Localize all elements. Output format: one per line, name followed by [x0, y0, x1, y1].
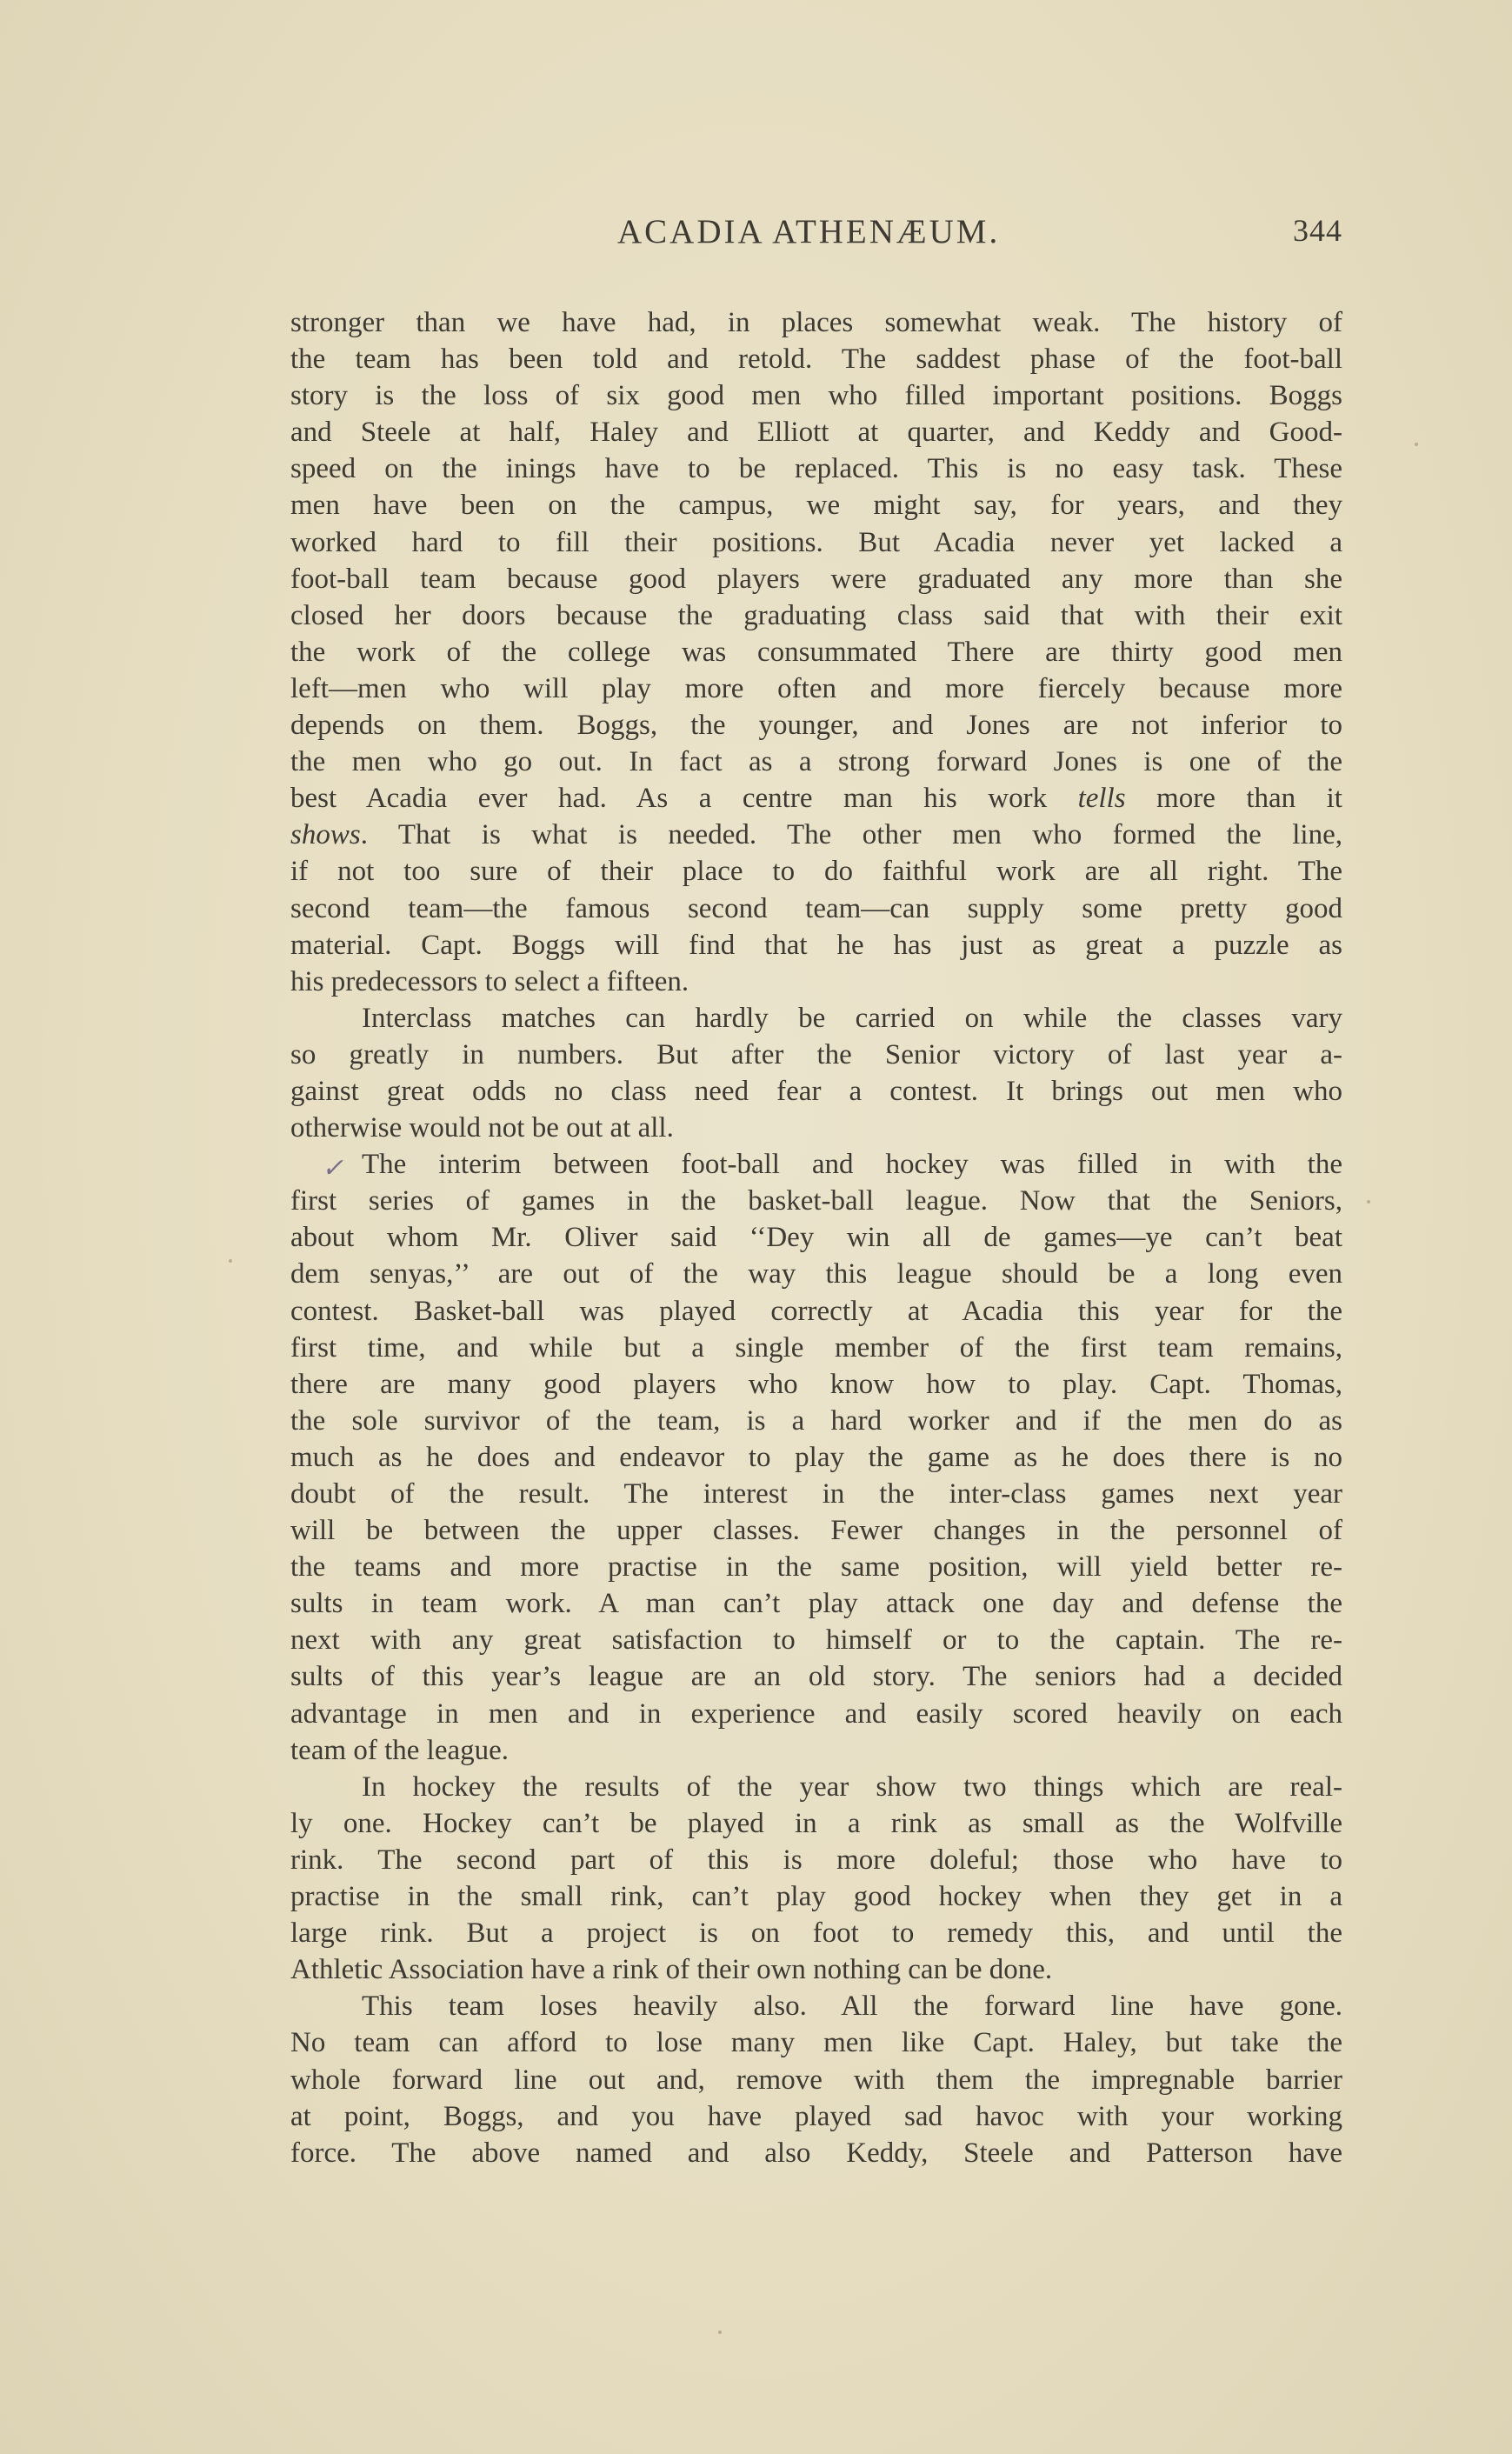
text-line: best Acadia ever had. As a centre man his work tells more than it [290, 783, 1342, 815]
text-line: practise in the small rink, can’t play good hockey when they get in a [290, 1881, 1342, 1913]
text-line: closed her doors because the graduating class said that with their exit [290, 599, 1342, 631]
text-line: gainst great odds no class need fear a contest. It brings out men who [290, 1075, 1342, 1107]
text-line: otherwise would not be out at all. [290, 1112, 674, 1144]
text-line: foot-ball team because good players were graduated any more than she [290, 563, 1342, 595]
text-line: speed on the inings have to be replaced. This is no easy task. These [290, 453, 1342, 485]
text-line: In hockey the results of the year show two things which are real- [362, 1770, 1342, 1803]
text-line: Interclass matches can hardly be carried on while the classes vary [362, 1002, 1342, 1034]
text-line: sults in team work. A man can’t play attack one day and defense the [290, 1588, 1342, 1620]
text-line: force. The above named and also Keddy, Steele and Patterson have [290, 2137, 1342, 2169]
text-line: worked hard to fill their positions. But Acadia never yet lacked a [290, 526, 1342, 558]
text-line: at point, Boggs, and you have played sad havoc with your working [290, 2100, 1342, 2132]
text-line: much as he does and endeavor to play the game as he does there is no [290, 1441, 1342, 1473]
text-line: and Steele at half, Haley and Elliott at quarter, and Keddy and Good- [290, 417, 1342, 449]
text-line: men have been on the campus, we might say, for years, and they [290, 490, 1342, 522]
text-line: his predecessors to select a fifteen. [290, 965, 689, 997]
text-line: material. Capt. Boggs will find that he has just as great a puzzle as [290, 929, 1342, 961]
text-line: second team—the famous second team—can supply some pretty good [290, 892, 1342, 924]
text-line: story is the loss of six good men who filled important positions. Boggs [290, 380, 1342, 412]
text-line: first series of games in the basket-ball league. Now that the Seniors, [290, 1185, 1342, 1217]
text-line: doubt of the result. The interest in the inter-class games next year [290, 1478, 1342, 1510]
text-line: if not too sure of their place to do faithful work are all right. The [290, 856, 1342, 888]
paper-speck [718, 2331, 722, 2334]
margin-check-mark: ✓ [322, 1154, 344, 1183]
text-line: depends on them. Boggs, the younger, and Jones are not inferior to [290, 710, 1342, 742]
text-line: the work of the college was consummated There are thirty good men [290, 636, 1342, 668]
running-head: ACADIA ATHENÆUM. [617, 213, 1001, 250]
text-line: sults of this year’s league are an old story. The seniors had a decided [290, 1661, 1342, 1693]
text-line: so greatly in numbers. But after the Senior victory of last year a- [290, 1038, 1342, 1070]
text-line: will be between the upper classes. Fewer changes in the personnel of [290, 1515, 1342, 1547]
paper-speck [1367, 1200, 1370, 1204]
text-line: the teams and more practise in the same position, will yield better re- [290, 1551, 1342, 1584]
page-header [290, 212, 1342, 256]
paper-speck [1415, 443, 1418, 446]
text-line: rink. The second part of this is more doleful; those who have to [290, 1844, 1342, 1876]
text-line: shows. That is what is needed. The other men who formed the line, [290, 819, 1342, 851]
text-line: stronger than we have had, in places somewhat weak. The history of [290, 307, 1342, 338]
text-line: No team can afford to lose many men like Capt. Haley, but take the [290, 2027, 1342, 2059]
text-line: next with any great satisfaction to himself or to the captain. The re- [290, 1624, 1342, 1657]
text-line: dem senyas,’’ are out of the way this league should be a long even [290, 1258, 1342, 1290]
text-line: the team has been told and retold. The saddest phase of the foot-ball [290, 343, 1342, 376]
text-line: large rink. But a project is on foot to remedy this, and until the [290, 1917, 1342, 1950]
text-line: the men who go out. In fact as a strong forward Jones is one of the [290, 746, 1342, 778]
text-line: the sole survivor of the team, is a hard worker and if the men do as [290, 1404, 1342, 1437]
text-line: there are many good players who know how to play. Capt. Thomas, [290, 1368, 1342, 1400]
text-line: team of the league. [290, 1734, 510, 1766]
text-line: about whom Mr. Oliver said ‘‘Dey win all de games—ye can’t beat [290, 1222, 1342, 1254]
text-line: first time, and while but a single member of the first team remains, [290, 1331, 1342, 1364]
text-line: advantage in men and in experience and easily scored heavily on each [290, 1697, 1342, 1730]
text-line: This team loses heavily also. All the forward line have gone. [362, 1991, 1342, 2023]
text-line: contest. Basket-ball was played correctly at Acadia this year for the [290, 1295, 1342, 1327]
text-line: Athletic Association have a rink of their own nothing can be done. [290, 1954, 1053, 1986]
body-text [290, 304, 1342, 2171]
text-line: ly one. Hockey can’t be played in a rink as small as the Wolfville [290, 1807, 1342, 1839]
text-line: The interim between foot-ball and hockey was filled in with the [362, 1149, 1342, 1181]
paper-speck [229, 1259, 232, 1263]
text-line: left—men who will play more often and more fiercely because more [290, 672, 1342, 704]
text-line: whole forward line out and, remove with them the impregnable barrier [290, 2064, 1342, 2096]
page-number: 344 [1293, 213, 1342, 248]
